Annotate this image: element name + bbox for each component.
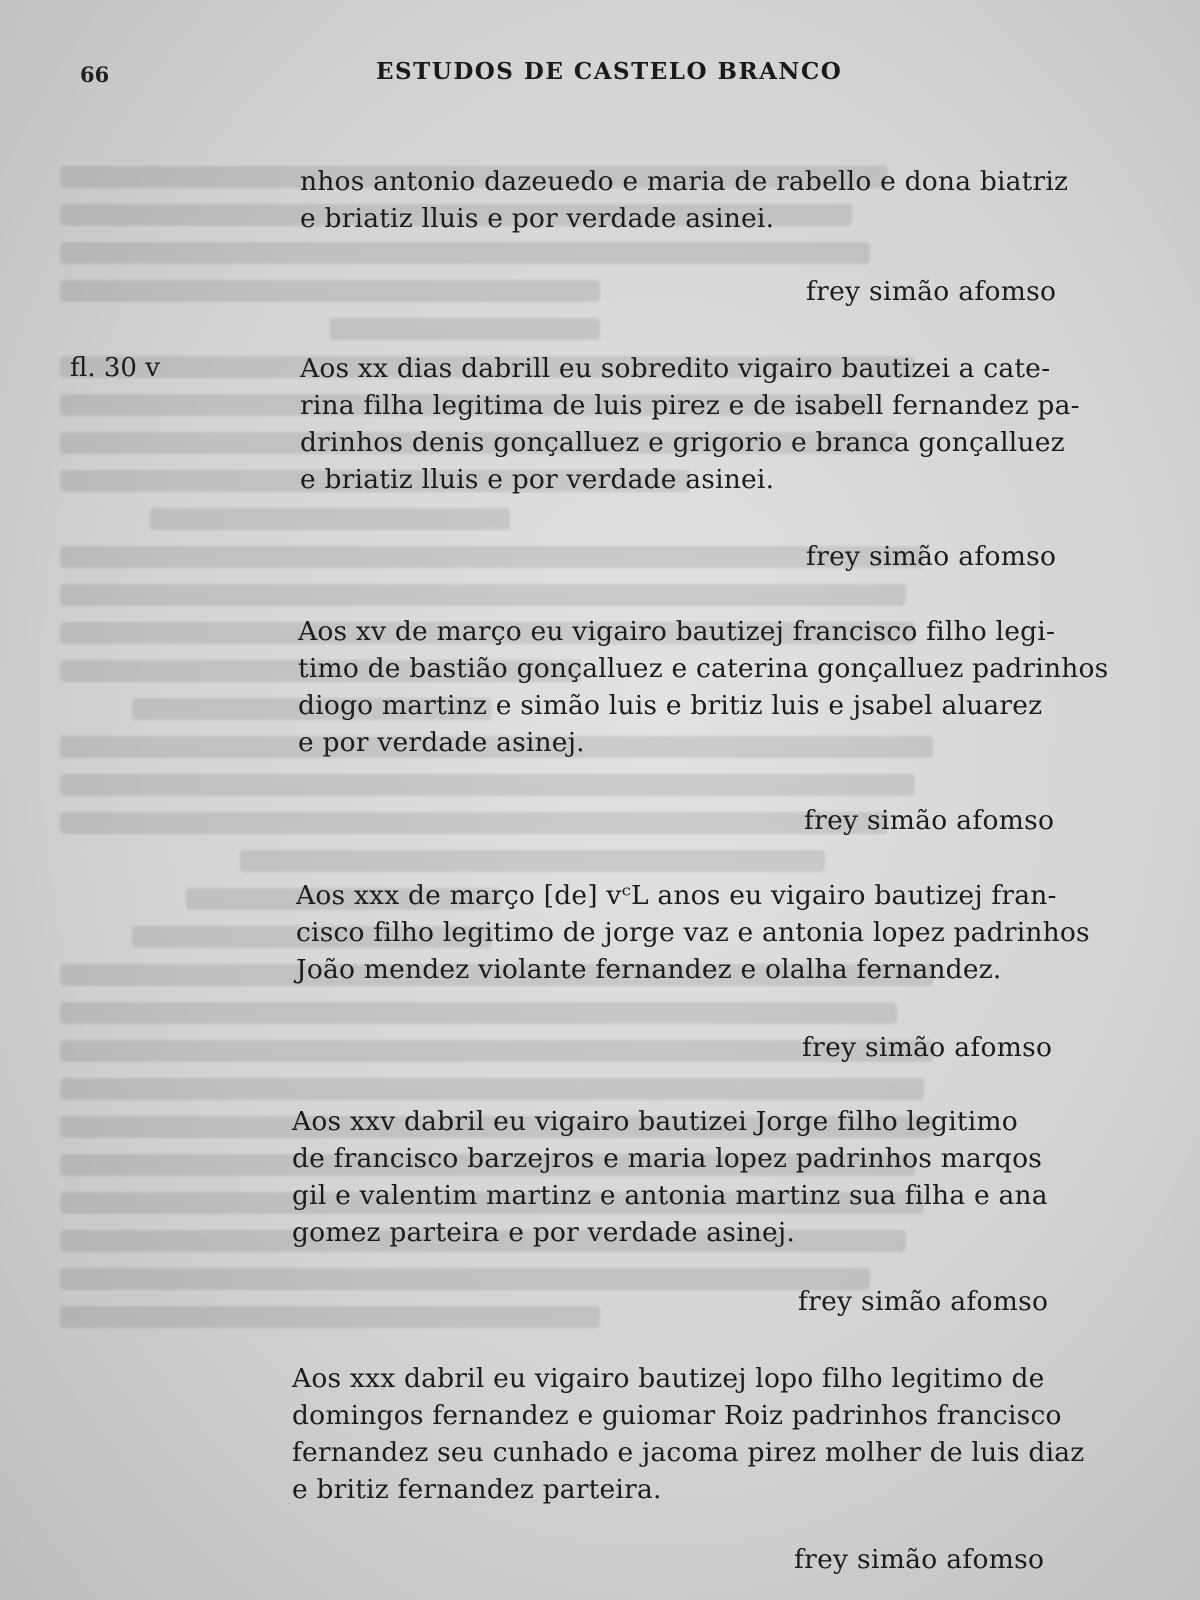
entry-line: Aos xv de março eu vigairo bautizej francisco filho legi- <box>298 616 1056 647</box>
entry-line: Aos xxx de março [de] vᶜL anos eu vigairo bautizej fran- <box>296 880 1057 911</box>
entry-line: drinhos denis gonçalluez e grigorio e branca gonçalluez <box>300 427 1065 458</box>
entry-line: Aos xx dias dabrill eu sobredito vigairo bautizei a cate- <box>300 353 1051 384</box>
entry-line: fernandez seu cunhado e jacoma pirez molher de luis diaz <box>292 1437 1085 1468</box>
entry-line: e briatiz lluis e por verdade asinei. <box>300 203 775 234</box>
signature: frey simão afomso <box>806 276 1057 307</box>
entry-line: Aos xxv dabril eu vigairo bautizei Jorge filho legitimo <box>292 1106 1018 1137</box>
entry-line: domingos fernandez e guiomar Roiz padrinhos francisco <box>292 1400 1062 1431</box>
signature: frey simão afomso <box>802 1032 1053 1063</box>
entry-line: e briatiz lluis e por verdade asinei. <box>300 464 775 495</box>
folio-reference: fl. 30 v <box>70 353 160 383</box>
entry-line: nhos antonio dazeuedo e maria de rabello e dona biatriz <box>300 166 1069 197</box>
entry-line: de francisco barzejros e maria lopez padrinhos marqos <box>292 1143 1043 1174</box>
entry-line: rina filha legitima de luis pirez e de isabell fernandez pa- <box>300 390 1080 421</box>
page-header <box>80 58 1140 90</box>
signature: frey simão afomso <box>804 805 1055 836</box>
entry-line: diogo martinz e simão luis e britiz luis e jsabel aluarez <box>298 690 1043 721</box>
entry-line: gil e valentim martinz e antonia martinz sua filha e ana <box>292 1180 1048 1211</box>
entry-line: gomez parteira e por verdade asinej. <box>292 1217 795 1248</box>
entry-line: Aos xxx dabril eu vigairo bautizej lopo filho legitimo de <box>292 1363 1045 1394</box>
page-number: 66 <box>80 62 110 87</box>
signature: frey simão afomso <box>806 541 1057 572</box>
signature: frey simão afomso <box>794 1544 1045 1575</box>
entry-line: timo de bastião gonçalluez e caterina gonçalluez padrinhos <box>298 653 1109 684</box>
running-title: ESTUDOS DE CASTELO BRANCO <box>376 58 843 85</box>
signature: frey simão afomso <box>798 1286 1049 1317</box>
entry-line: cisco filho legitimo de jorge vaz e antonia lopez padrinhos <box>296 917 1090 948</box>
entry-line: e por verdade asinej. <box>298 727 585 758</box>
entry-line: e britiz fernandez parteira. <box>292 1474 662 1505</box>
entry-line: João mendez violante fernandez e olalha fernandez. <box>296 954 1002 985</box>
